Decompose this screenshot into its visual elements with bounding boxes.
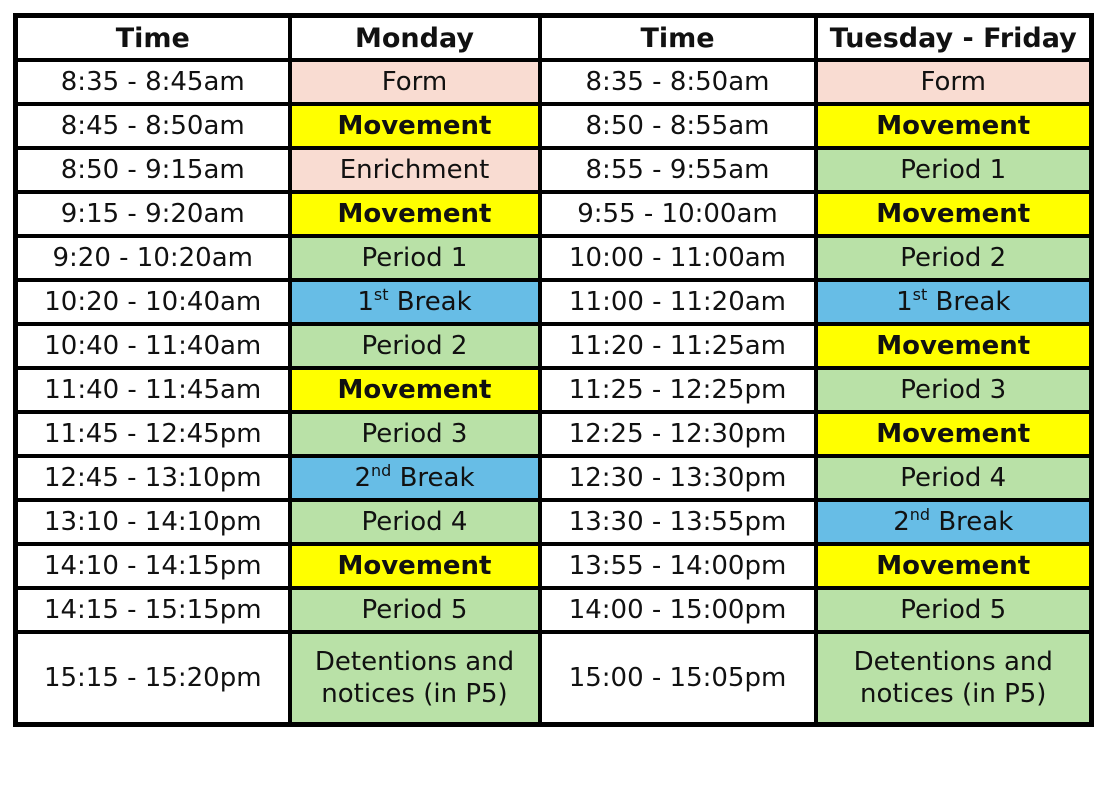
header-tuesday-friday-time: Time bbox=[540, 16, 816, 61]
table-row bbox=[16, 60, 1092, 104]
break-label: Break bbox=[927, 287, 1011, 317]
tuesday-friday-time-cell: 13:30 - 13:55pm bbox=[540, 500, 816, 544]
header-monday: Monday bbox=[290, 16, 540, 61]
tuesday-friday-time-cell: 14:00 - 15:00pm bbox=[540, 588, 816, 632]
timetable bbox=[13, 13, 1094, 727]
monday-time-cell: 10:20 - 10:40am bbox=[16, 280, 290, 324]
tuesday-friday-activity-cell: Period 1 bbox=[816, 148, 1092, 192]
monday-activity-cell: Period 5 bbox=[290, 588, 540, 632]
tuesday-friday-activity-cell: Period 2 bbox=[816, 236, 1092, 280]
tuesday-friday-activity-cell: Detentions and notices (in P5) bbox=[816, 632, 1092, 725]
monday-time-cell: 12:45 - 13:10pm bbox=[16, 456, 290, 500]
monday-activity-cell: Movement bbox=[290, 544, 540, 588]
header-tuesday-friday: Tuesday - Friday bbox=[816, 16, 1092, 61]
tuesday-friday-time-cell: 11:20 - 11:25am bbox=[540, 324, 816, 368]
monday-activity-cell bbox=[290, 456, 540, 500]
break-number: 2 bbox=[354, 463, 372, 493]
table-row bbox=[16, 412, 1092, 456]
monday-time-cell: 11:40 - 11:45am bbox=[16, 368, 290, 412]
monday-activity-cell: Period 4 bbox=[290, 500, 540, 544]
table-row bbox=[16, 456, 1092, 500]
table-row bbox=[16, 192, 1092, 236]
tuesday-friday-activity-cell: Period 5 bbox=[816, 588, 1092, 632]
tuesday-friday-time-cell: 8:55 - 9:55am bbox=[540, 148, 816, 192]
tuesday-friday-activity-cell: Movement bbox=[816, 412, 1092, 456]
tuesday-friday-time-cell: 8:50 - 8:55am bbox=[540, 104, 816, 148]
table-row bbox=[16, 588, 1092, 632]
table-row bbox=[16, 632, 1092, 725]
break-label: Break bbox=[388, 287, 472, 317]
tuesday-friday-activity-cell: Form bbox=[816, 60, 1092, 104]
monday-time-cell: 8:35 - 8:45am bbox=[16, 60, 290, 104]
break-label: Break bbox=[930, 507, 1014, 537]
monday-time-cell: 14:10 - 14:15pm bbox=[16, 544, 290, 588]
tuesday-friday-time-cell: 11:00 - 11:20am bbox=[540, 280, 816, 324]
break-ordinal-suffix: nd bbox=[371, 461, 392, 480]
monday-time-cell: 8:50 - 9:15am bbox=[16, 148, 290, 192]
tuesday-friday-activity-cell: Movement bbox=[816, 324, 1092, 368]
monday-time-cell: 13:10 - 14:10pm bbox=[16, 500, 290, 544]
table-row bbox=[16, 324, 1092, 368]
table-row bbox=[16, 368, 1092, 412]
monday-activity-cell: Movement bbox=[290, 368, 540, 412]
monday-activity-cell: Form bbox=[290, 60, 540, 104]
break-label: Break bbox=[391, 463, 475, 493]
tuesday-friday-time-cell: 15:00 - 15:05pm bbox=[540, 632, 816, 725]
monday-activity-cell: Period 1 bbox=[290, 236, 540, 280]
break-number: 2 bbox=[893, 507, 910, 537]
tuesday-friday-activity-cell: Period 3 bbox=[816, 368, 1092, 412]
monday-time-cell: 9:15 - 9:20am bbox=[16, 192, 290, 236]
tuesday-friday-activity-cell bbox=[816, 500, 1092, 544]
header-monday-time: Time bbox=[16, 16, 290, 61]
table-row bbox=[16, 104, 1092, 148]
monday-time-cell: 15:15 - 15:20pm bbox=[16, 632, 290, 725]
tuesday-friday-activity-cell: Movement bbox=[816, 104, 1092, 148]
monday-time-cell: 10:40 - 11:40am bbox=[16, 324, 290, 368]
monday-activity-cell: Detentions and notices (in P5) bbox=[290, 632, 540, 725]
tuesday-friday-time-cell: 10:00 - 11:00am bbox=[540, 236, 816, 280]
monday-activity-cell: Movement bbox=[290, 104, 540, 148]
monday-activity-cell: Period 3 bbox=[290, 412, 540, 456]
tuesday-friday-activity-cell: Movement bbox=[816, 544, 1092, 588]
monday-time-cell: 11:45 - 12:45pm bbox=[16, 412, 290, 456]
table-row bbox=[16, 544, 1092, 588]
tuesday-friday-activity-cell: Movement bbox=[816, 192, 1092, 236]
header-row bbox=[16, 16, 1092, 61]
table-row bbox=[16, 280, 1092, 324]
break-ordinal-suffix: st bbox=[912, 285, 928, 304]
timetable-body bbox=[16, 60, 1092, 725]
tuesday-friday-time-cell: 9:55 - 10:00am bbox=[540, 192, 816, 236]
table-row bbox=[16, 148, 1092, 192]
monday-time-cell: 8:45 - 8:50am bbox=[16, 104, 290, 148]
tuesday-friday-time-cell: 8:35 - 8:50am bbox=[540, 60, 816, 104]
monday-activity-cell: Enrichment bbox=[290, 148, 540, 192]
timetable-container bbox=[13, 13, 1094, 727]
tuesday-friday-time-cell: 12:25 - 12:30pm bbox=[540, 412, 816, 456]
table-row bbox=[16, 236, 1092, 280]
monday-time-cell: 9:20 - 10:20am bbox=[16, 236, 290, 280]
tuesday-friday-time-cell: 11:25 - 12:25pm bbox=[540, 368, 816, 412]
break-ordinal-suffix: st bbox=[373, 285, 389, 304]
tuesday-friday-activity-cell bbox=[816, 280, 1092, 324]
monday-activity-cell bbox=[290, 280, 540, 324]
monday-activity-cell: Movement bbox=[290, 192, 540, 236]
break-number: 1 bbox=[357, 287, 374, 317]
tuesday-friday-activity-cell: Period 4 bbox=[816, 456, 1092, 500]
table-row bbox=[16, 500, 1092, 544]
monday-time-cell: 14:15 - 15:15pm bbox=[16, 588, 290, 632]
break-ordinal-suffix: nd bbox=[909, 505, 931, 524]
break-number: 1 bbox=[896, 287, 913, 317]
monday-activity-cell: Period 2 bbox=[290, 324, 540, 368]
tuesday-friday-time-cell: 12:30 - 13:30pm bbox=[540, 456, 816, 500]
tuesday-friday-time-cell: 13:55 - 14:00pm bbox=[540, 544, 816, 588]
